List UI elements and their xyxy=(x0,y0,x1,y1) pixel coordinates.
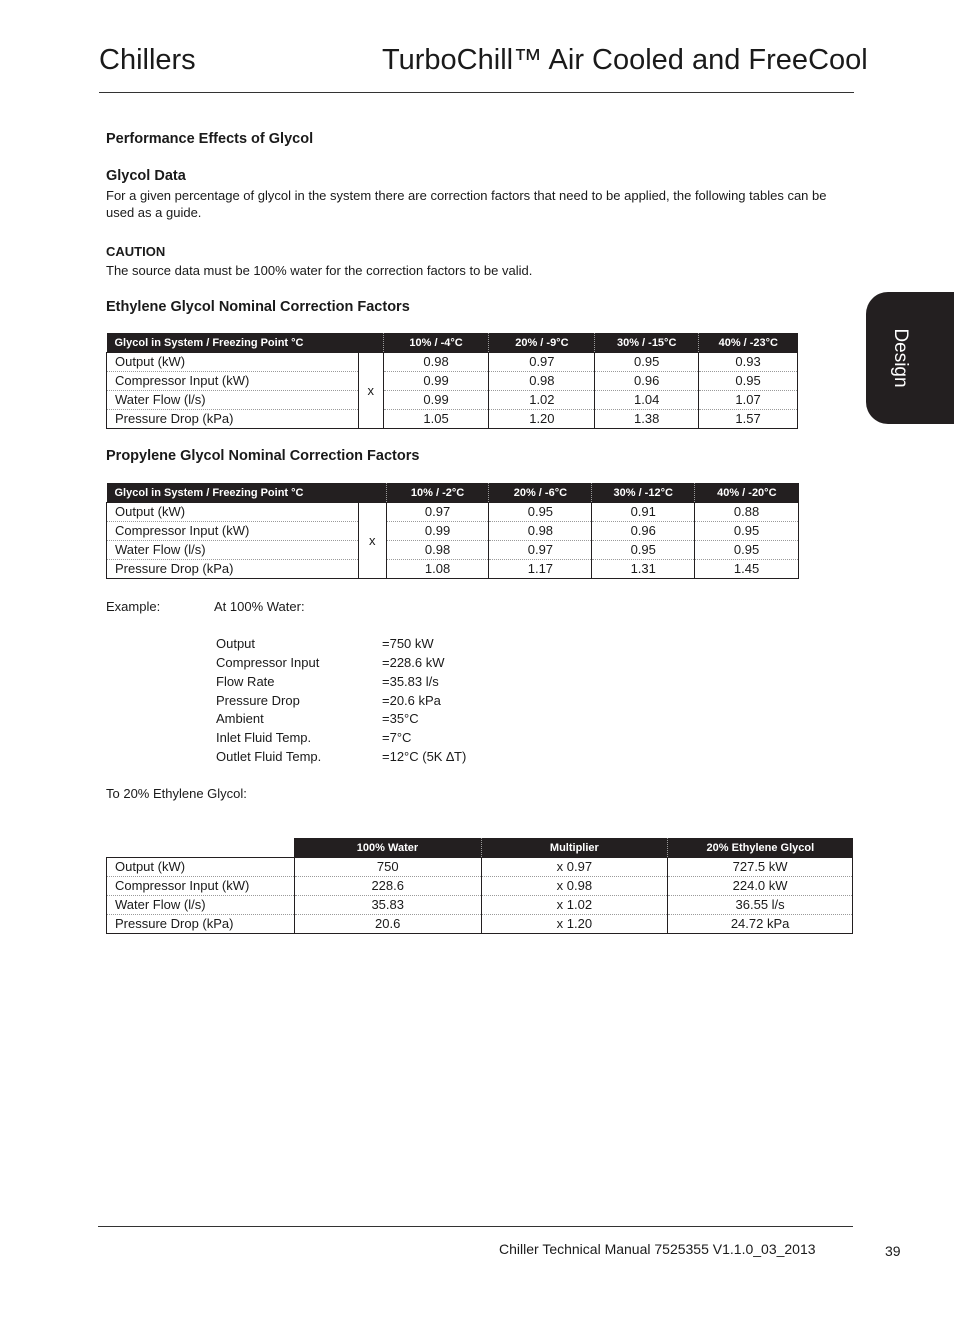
ethylene-table xyxy=(106,333,798,429)
table-row: Compressor Input (kW) 228.6 x 0.98 224.0 kW xyxy=(107,877,853,896)
result-table xyxy=(106,838,853,934)
col-header: 20% / -9°C xyxy=(489,333,595,353)
caution-title: CAUTION xyxy=(106,244,166,259)
table-row: Compressor Input (kW) 0.99 0.98 0.96 0.95 xyxy=(107,372,798,391)
col-header: 20% Ethylene Glycol xyxy=(668,838,853,858)
col-header: 10% / -2°C xyxy=(386,483,489,503)
col-header: 20% / -6°C xyxy=(489,483,592,503)
side-tab-label: Design xyxy=(890,328,911,388)
example-label: Example: xyxy=(106,599,161,614)
footer-rule xyxy=(98,1226,853,1227)
table-row: Output (kW) x 0.97 0.95 0.91 0.88 xyxy=(107,503,799,522)
table-row: Pressure Drop (kPa) 20.6 x 1.20 24.72 kPa xyxy=(107,915,853,934)
col-header: Glycol in System / Freezing Point °C xyxy=(107,333,359,353)
side-tab-design[interactable] xyxy=(866,292,954,424)
col-header: Glycol in System / Freezing Point °C xyxy=(107,483,359,503)
footer-text: Chiller Technical Manual 7525355 V1.1.0_03_2013 xyxy=(499,1241,816,1257)
col-header: 30% / -12°C xyxy=(592,483,695,503)
header-product: Chillers xyxy=(99,44,196,76)
propylene-title: Propylene Glycol Nominal Correction Factors xyxy=(106,448,420,464)
table-row: Output (kW) 750 x 0.97 727.5 kW xyxy=(107,858,853,877)
propylene-table xyxy=(106,483,799,579)
table-row: Water Flow (l/s) 35.83 x 1.02 36.55 l/s xyxy=(107,896,853,915)
header-title: TurboChill™ Air Cooled and FreeCool xyxy=(382,44,868,76)
page-number: 39 xyxy=(885,1243,901,1259)
header-rule xyxy=(99,92,854,93)
col-header: 10% / -4°C xyxy=(383,333,489,353)
table-row: Compressor Input (kW) 0.99 0.98 0.96 0.95 xyxy=(107,522,799,541)
table-row: Water Flow (l/s) 0.98 0.97 0.95 0.95 xyxy=(107,541,799,560)
example-heading: At 100% Water: xyxy=(214,599,305,614)
col-header: Multiplier xyxy=(481,838,668,858)
multiplier-sign: x xyxy=(358,503,386,579)
table-row: Pressure Drop (kPa) 1.08 1.17 1.31 1.45 xyxy=(107,560,799,579)
table-row: Pressure Drop (kPa) 1.05 1.20 1.38 1.57 xyxy=(107,410,798,429)
ethylene-title: Ethylene Glycol Nominal Correction Factors xyxy=(106,299,410,315)
table-row: Water Flow (l/s) 0.99 1.02 1.04 1.07 xyxy=(107,391,798,410)
section-title: Performance Effects of Glycol xyxy=(106,131,314,147)
caution-text: The source data must be 100% water for the correction factors to be valid. xyxy=(106,263,533,278)
col-header: 100% Water xyxy=(294,838,481,858)
table-row: Output (kW) x 0.98 0.97 0.95 0.93 xyxy=(107,353,798,372)
col-header: 40% / -20°C xyxy=(695,483,799,503)
glycol-data-title: Glycol Data xyxy=(106,168,186,184)
to-glycol-label: To 20% Ethylene Glycol: xyxy=(106,786,247,801)
multiplier-sign: x xyxy=(358,353,383,429)
col-header: 30% / -15°C xyxy=(595,333,699,353)
glycol-data-text: For a given percentage of glycol in the system there are correction factors that need to be applied, the following tables can be used as a guide. xyxy=(106,188,827,220)
col-header: 40% / -23°C xyxy=(699,333,798,353)
